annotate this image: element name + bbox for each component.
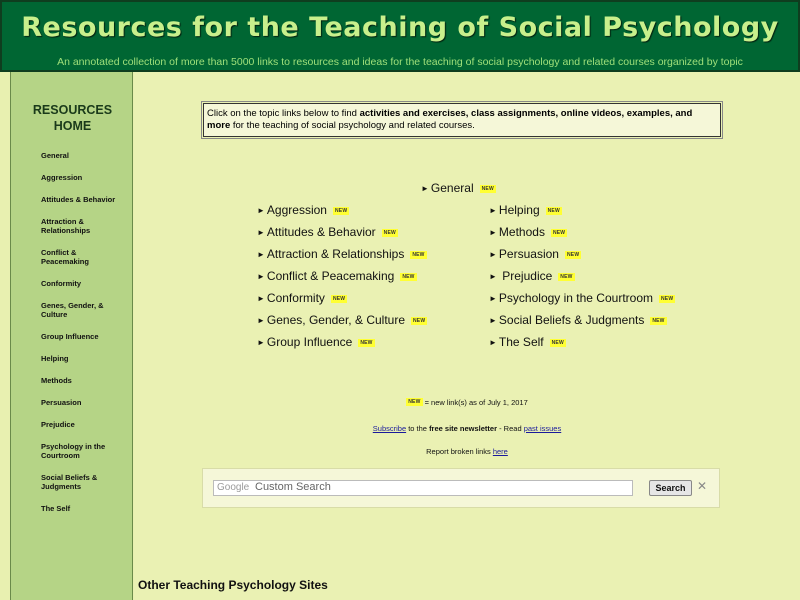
arrow-icon: ► bbox=[257, 250, 265, 259]
arrow-icon: ► bbox=[489, 228, 497, 237]
arrow-icon: ► bbox=[257, 206, 265, 215]
new-badge: NEW bbox=[334, 208, 348, 214]
clear-icon[interactable]: ✕ bbox=[697, 479, 708, 493]
new-badge: NEW bbox=[408, 399, 421, 405]
arrow-icon: ► bbox=[489, 338, 497, 347]
sidebar-item-general[interactable]: General bbox=[41, 151, 69, 160]
sidebar-item-prejudice[interactable]: Prejudice bbox=[41, 420, 75, 429]
new-badge: NEW bbox=[547, 208, 560, 214]
topic-attraction[interactable] bbox=[257, 247, 427, 261]
new-badge: NEW bbox=[560, 274, 573, 280]
sidebar-item-genes[interactable]: Genes, Gender, & Culture bbox=[41, 301, 104, 319]
subscribe-link[interactable]: Subscribe bbox=[372, 424, 407, 433]
topic-label: General bbox=[430, 181, 474, 195]
sidebar-item-social-beliefs[interactable]: Social Beliefs & Judgments bbox=[41, 473, 98, 491]
sidebar-item-courtroom[interactable]: Psychology in the Courtroom bbox=[41, 442, 106, 460]
topic-label: Aggression bbox=[266, 203, 327, 217]
topic-label: Genes, Gender, & Culture bbox=[266, 313, 405, 327]
newsletter-to-the: to the bbox=[406, 424, 430, 433]
site-title: Resources for the Teaching of Social Psychology bbox=[21, 12, 779, 43]
past-issues-link[interactable]: past issues bbox=[523, 424, 562, 433]
topic-conformity[interactable] bbox=[257, 291, 347, 305]
sidebar-item-aggression[interactable]: Aggression bbox=[41, 173, 83, 182]
new-badge: NEW bbox=[652, 318, 665, 324]
newsletter-read: - Read bbox=[497, 424, 524, 433]
arrow-icon: ► bbox=[257, 294, 265, 303]
sidebar-home-line1: RESOURCES bbox=[32, 103, 113, 117]
topic-label: Prejudice bbox=[498, 269, 553, 283]
topic-label: The Self bbox=[498, 335, 544, 349]
arrow-icon: ► bbox=[257, 316, 265, 325]
new-badge: NEW bbox=[413, 318, 426, 324]
sidebar-item-the-self[interactable]: The Self bbox=[41, 504, 71, 513]
topic-label: Helping bbox=[498, 203, 540, 217]
new-badge: NEW bbox=[383, 230, 396, 236]
topic-helping[interactable] bbox=[489, 203, 562, 217]
topic-label: Conformity bbox=[266, 291, 325, 305]
sidebar-item-methods[interactable]: Methods bbox=[41, 376, 72, 385]
site-subtitle: An annotated collection of more than 5000 links to resources and ideas for the teaching of social psychology and related courses organized by topic bbox=[57, 56, 743, 68]
topic-label: Attitudes & Behavior bbox=[266, 225, 376, 239]
new-badge: NEW bbox=[360, 340, 373, 346]
topic-label: Persuasion bbox=[498, 247, 559, 261]
topic-label: Group Influence bbox=[266, 335, 353, 349]
topic-label: Social Beliefs & Judgments bbox=[498, 313, 645, 327]
sidebar-item-helping[interactable]: Helping bbox=[41, 354, 69, 363]
sidebar bbox=[10, 72, 133, 600]
search-button[interactable]: Search bbox=[649, 480, 692, 496]
sidebar-item-persuasion[interactable]: Persuasion bbox=[41, 398, 82, 407]
legend-text: = new link(s) as of July 1, 2017 bbox=[422, 398, 528, 407]
arrow-icon: ► bbox=[489, 272, 497, 281]
topic-aggression[interactable] bbox=[257, 203, 349, 217]
search-box bbox=[202, 468, 720, 508]
left-gutter bbox=[0, 72, 10, 600]
intro-text-bold: activities and exercises, class assignments, online videos, examples, and more bbox=[207, 108, 693, 131]
arrow-icon: ► bbox=[421, 184, 429, 193]
sidebar-home-line2: HOME bbox=[53, 119, 92, 133]
topic-general[interactable] bbox=[421, 181, 496, 195]
new-badge: NEW bbox=[332, 296, 346, 302]
sidebar-item-group-influence[interactable]: Group Influence bbox=[41, 332, 99, 341]
topic-prejudice[interactable] bbox=[489, 269, 575, 283]
new-badge: NEW bbox=[412, 252, 425, 258]
new-legend bbox=[134, 398, 800, 407]
topic-genes[interactable] bbox=[257, 313, 427, 327]
arrow-icon: ► bbox=[489, 316, 497, 325]
sidebar-item-attraction[interactable]: Attraction & Relationships bbox=[41, 217, 91, 235]
topic-label: Methods bbox=[498, 225, 545, 239]
topic-group-influence[interactable] bbox=[257, 335, 375, 349]
newsletter-free: free site newsletter bbox=[429, 424, 498, 433]
intro-text bbox=[207, 108, 716, 132]
topic-conflict[interactable] bbox=[257, 269, 417, 283]
topic-attitudes[interactable] bbox=[257, 225, 398, 239]
broken-links-text: Report broken links bbox=[426, 447, 493, 456]
other-sites-heading: Other Teaching Psychology Sites bbox=[138, 578, 328, 592]
site-header bbox=[0, 0, 800, 72]
new-badge: NEW bbox=[481, 186, 494, 192]
intro-text-pre: Click on the topic links below to find bbox=[207, 108, 360, 119]
new-badge: NEW bbox=[661, 296, 674, 302]
newsletter-line bbox=[134, 424, 800, 433]
arrow-icon: ► bbox=[489, 294, 497, 303]
arrow-icon: ► bbox=[257, 272, 265, 281]
google-logo: Google bbox=[217, 482, 250, 493]
arrow-icon: ► bbox=[257, 228, 265, 237]
topic-label: Psychology in the Courtroom bbox=[498, 291, 653, 305]
topic-methods[interactable] bbox=[489, 225, 567, 239]
sidebar-home-link[interactable] bbox=[11, 102, 134, 134]
arrow-icon: ► bbox=[489, 250, 497, 259]
topic-social-beliefs[interactable] bbox=[489, 313, 667, 327]
intro-text-post: for the teaching of social psychology and related courses. bbox=[230, 120, 475, 131]
new-badge: NEW bbox=[402, 274, 415, 280]
arrow-icon: ► bbox=[489, 206, 497, 215]
broken-links-here-link[interactable]: here bbox=[492, 447, 508, 456]
topic-label: Conflict & Peacemaking bbox=[266, 269, 395, 283]
topic-label: Attraction & Relationships bbox=[266, 247, 405, 261]
search-placeholder: Custom Search bbox=[255, 481, 331, 493]
sidebar-item-conflict[interactable]: Conflict & Peacemaking bbox=[41, 248, 89, 266]
topic-persuasion[interactable] bbox=[489, 247, 581, 261]
sidebar-item-conformity[interactable]: Conformity bbox=[41, 279, 81, 288]
sidebar-item-attitudes[interactable]: Attitudes & Behavior bbox=[41, 195, 116, 204]
new-badge: NEW bbox=[566, 252, 580, 258]
topic-courtroom[interactable] bbox=[489, 291, 675, 305]
new-badge: NEW bbox=[552, 230, 566, 236]
topic-the-self[interactable] bbox=[489, 335, 566, 349]
new-badge: NEW bbox=[551, 340, 564, 346]
intro-box bbox=[203, 103, 721, 137]
broken-links-line bbox=[134, 447, 800, 456]
arrow-icon: ► bbox=[257, 338, 265, 347]
main-content bbox=[134, 72, 800, 600]
